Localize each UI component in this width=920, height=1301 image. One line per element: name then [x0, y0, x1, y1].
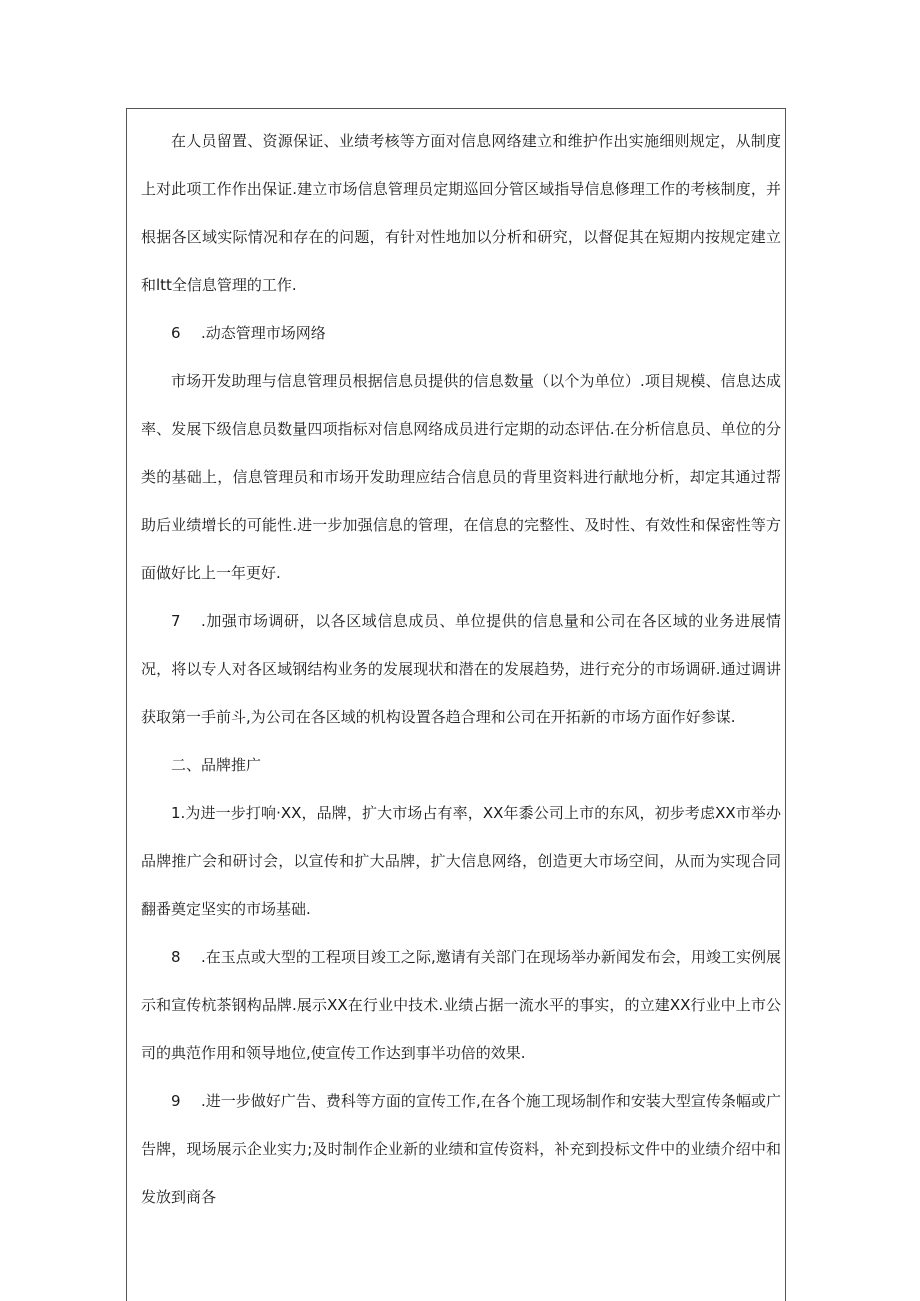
- heading-text: 二、品牌推广: [171, 756, 262, 774]
- paragraph-text: .加强市场调研，以各区域信息成员、单位提供的信息量和公司在各区域的业务进展情况，将以专人对各区域钢结构业务的发展现状和潜在的发展趋势，进行充分的市场调研.通过调讲获取第一手前斗,为公司在各区域的机构设置各趋合理和公司在开拓新的市场方面作好参谋.: [141, 612, 781, 726]
- item-number: 6: [171, 324, 181, 342]
- section-heading-dynamic-management: [141, 309, 781, 357]
- heading-text: .动态管理市场网络: [201, 324, 326, 342]
- paragraph-dynamic-evaluation: [141, 357, 781, 597]
- paragraph-text: .进一步做好广告、费科等方面的宣传工作,在各个施工现场制作和安装大型宣传条幅或广告牌，现场展示企业实力;及时制作企业新的业绩和宣传资料，补充到投标文件中的业绩介绍中和发放到商各: [141, 1092, 781, 1206]
- paragraph-text: .在玉点或大型的工程项目竣工之际,邀请有关部门在现场举办新闻发布会，用竣工实例展示和宣传杭茶钢构品牌.展示XX在行业中技术.业绩占据一流水平的事实，的立建XX行业中上市公司的典范作用和领导地位,使宣传工作达到事半功倍的效果.: [141, 948, 781, 1062]
- paragraph-press-conference: [141, 933, 781, 1077]
- paragraph-text: 1.为进一步打响·XX，品牌，扩大市场占有率，XX年黍公司上市的东风，初步考虑XX市举办品牌推广会和研讨会，以宣传和扩大品牌，扩大信息网络，创造更大市场空间，从而为实现合同翻番奠定坚实的市场基础.: [141, 804, 781, 918]
- paragraph-brand-conference: [141, 789, 781, 933]
- item-number: 8: [171, 948, 181, 966]
- item-number: 9: [171, 1092, 181, 1110]
- document-frame: [126, 108, 786, 1301]
- paragraph-advertising: [141, 1077, 781, 1221]
- paragraph-staff-retention: [141, 117, 781, 309]
- section-heading-brand-promotion: [141, 741, 781, 789]
- paragraph-text: 市场开发助理与信息管理员根据信息员提供的信息数量（以个为单位）.项目规模、信息达成率、发展下级信息员数量四项指标对信息网络成员进行定期的动态评估.在分析信息员、单位的分类的基础上，信息管理员和市场开发助理应结合信息员的背里资料进行献地分析，却定其通过帮助后业绩增长的可能性.进一步加强信息的管理，在信息的完整性、及时性、有效性和保密性等方面做好比上一年更好.: [141, 372, 781, 582]
- item-number: 7: [171, 612, 181, 630]
- paragraph-market-research: [141, 597, 781, 741]
- document-content: [141, 117, 781, 1221]
- paragraph-text: 在人员留置、资源保证、业绩考核等方面对信息网络建立和维护作出实施细则规定，从制度上对此项工作作出保证.建立市场信息管理员定期巡回分管区域指导信息修理工作的考核制度，并根据各区域实际情况和存在的问题，有针对性地加以分析和研究，以督促其在短期内按规定建立和ltt全信息管理的工作.: [141, 132, 781, 294]
